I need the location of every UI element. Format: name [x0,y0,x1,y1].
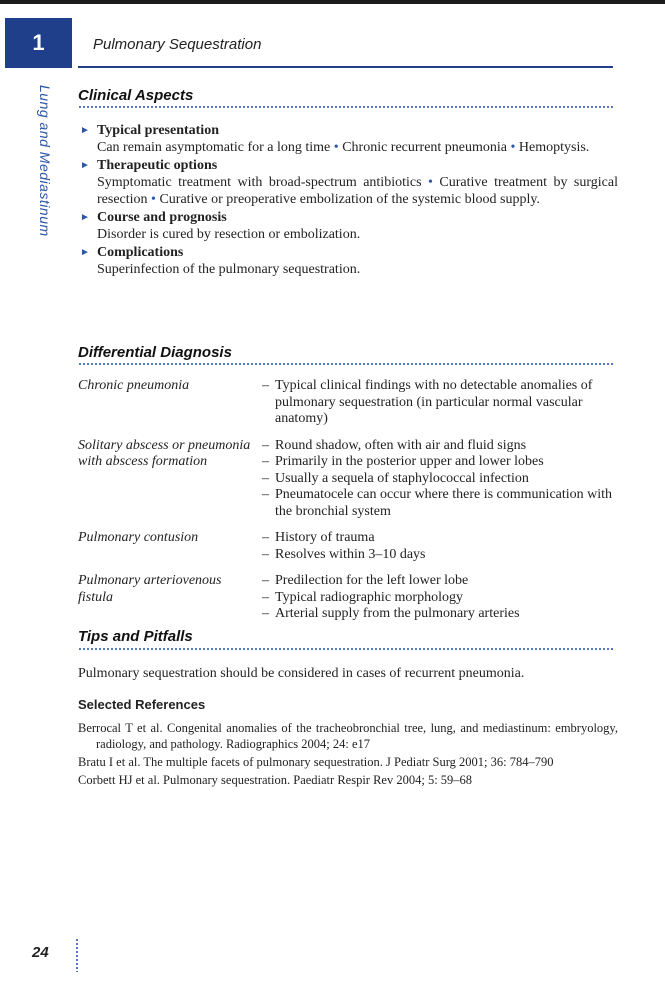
clinical-item-label: Complications [97,245,184,260]
separator-dot-icon: • [428,175,433,190]
tips-pitfalls-text: Pulmonary sequestration should be considered in cases of recurrent pneumonia. [78,666,525,681]
differential-findings [262,573,618,623]
bullet-arrow-icon: ► [80,125,90,136]
selected-references-title: Selected References [78,697,206,712]
differential-finding: – Arterial supply from the pulmonary arteries [262,606,618,623]
differential-term: Solitary abscess or pneumonia with abscess formation [78,437,251,469]
page-number: 24 [32,944,49,961]
header-rule [78,66,613,68]
chapter-tab [5,18,72,68]
differential-finding: – Typical radiographic morphology [262,590,618,607]
differential-term: Chronic pneumonia [78,378,190,393]
tips-dotted-rule [78,648,613,650]
separator-dot-icon: • [333,140,339,155]
page-number-dotted-rule [76,938,78,972]
differential-finding: – Typical clinical findings with no detectable anomalies of pulmonary sequestration (in particular normal vascular anatomy) [262,378,618,428]
clinical-item-complications [78,244,618,278]
clinical-item-label: Course and prognosis [97,210,227,225]
differential-term: Pulmonary arteriovenous fistula [78,573,222,605]
reference-item: Corbett HJ et al. Pulmonary sequestration. Paediatr Respir Rev 2004; 5: 59–68 [78,773,473,787]
bullet-arrow-icon: ► [80,247,90,258]
clinical-item-course-prognosis [78,209,618,243]
top-rule [0,0,665,4]
clinical-item-text: Symptomatic treatment with broad-spectrum antibiotics • Curative treatment by surgical resection • Curative or preoperative embolization of the systemic blood supply. [97,175,618,207]
tips-pitfalls-title: Tips and Pitfalls [78,628,193,645]
running-title: Pulmonary Sequestration [93,36,262,53]
bullet-arrow-icon: ► [80,212,90,223]
clinical-item-text: Superinfection of the pulmonary sequestration. [97,262,361,277]
differential-findings [262,438,618,521]
differential-row [78,438,618,521]
clinical-item-text: Disorder is cured by resection or embolization. [97,227,361,242]
reference-item: Berrocal T et al. Congenital anomalies of the tracheobronchial tree, lung, and mediastinum: embryology, radiology, and pathology. Radiographics 2004; 24: e17 [78,721,618,751]
differential-row [78,378,618,428]
differential-finding: – Resolves within 3–10 days [262,547,618,564]
differential-finding: – Round shadow, often with air and fluid signs [262,438,618,455]
clinical-item-label: Therapeutic options [97,158,218,173]
differential-dotted-rule [78,363,613,365]
differential-findings [262,378,618,428]
differential-diagnosis-title: Differential Diagnosis [78,344,232,361]
clinical-aspects-list [78,122,618,279]
separator-dot-icon: • [151,192,156,207]
differential-finding: – Predilection for the left lower lobe [262,573,618,590]
differential-table [78,378,618,633]
differential-term: Pulmonary contusion [78,530,199,545]
clinical-item-typical-presentation [78,122,618,156]
differential-finding: – History of trauma [262,530,618,547]
clinical-aspects-title: Clinical Aspects [78,87,194,104]
differential-finding: – Primarily in the posterior upper and lower lobes [262,454,618,471]
differential-row [78,573,618,623]
reference-item: Bratu I et al. The multiple facets of pulmonary sequestration. J Pediatr Surg 2001; 36: 784–790 [78,755,554,769]
bullet-arrow-icon: ► [80,160,90,171]
differential-finding: – Pneumatocele can occur where there is communication with the bronchial system [262,487,618,520]
chapter-number: 1 [32,30,45,55]
references-list [78,720,618,790]
clinical-item-text: Can remain asymptomatic for a long time • Chronic recurrent pneumonia • Hemoptysis. [97,140,590,155]
separator-dot-icon: • [510,140,516,155]
differential-finding: – Usually a sequela of staphylococcal infection [262,471,618,488]
clinical-item-label: Typical presentation [97,123,219,138]
clinical-aspects-dotted-rule [78,106,613,108]
clinical-item-therapeutic-options [78,157,618,208]
differential-findings [262,530,618,563]
differential-row [78,530,618,563]
section-side-label: Lung and Mediastinum [37,85,53,237]
